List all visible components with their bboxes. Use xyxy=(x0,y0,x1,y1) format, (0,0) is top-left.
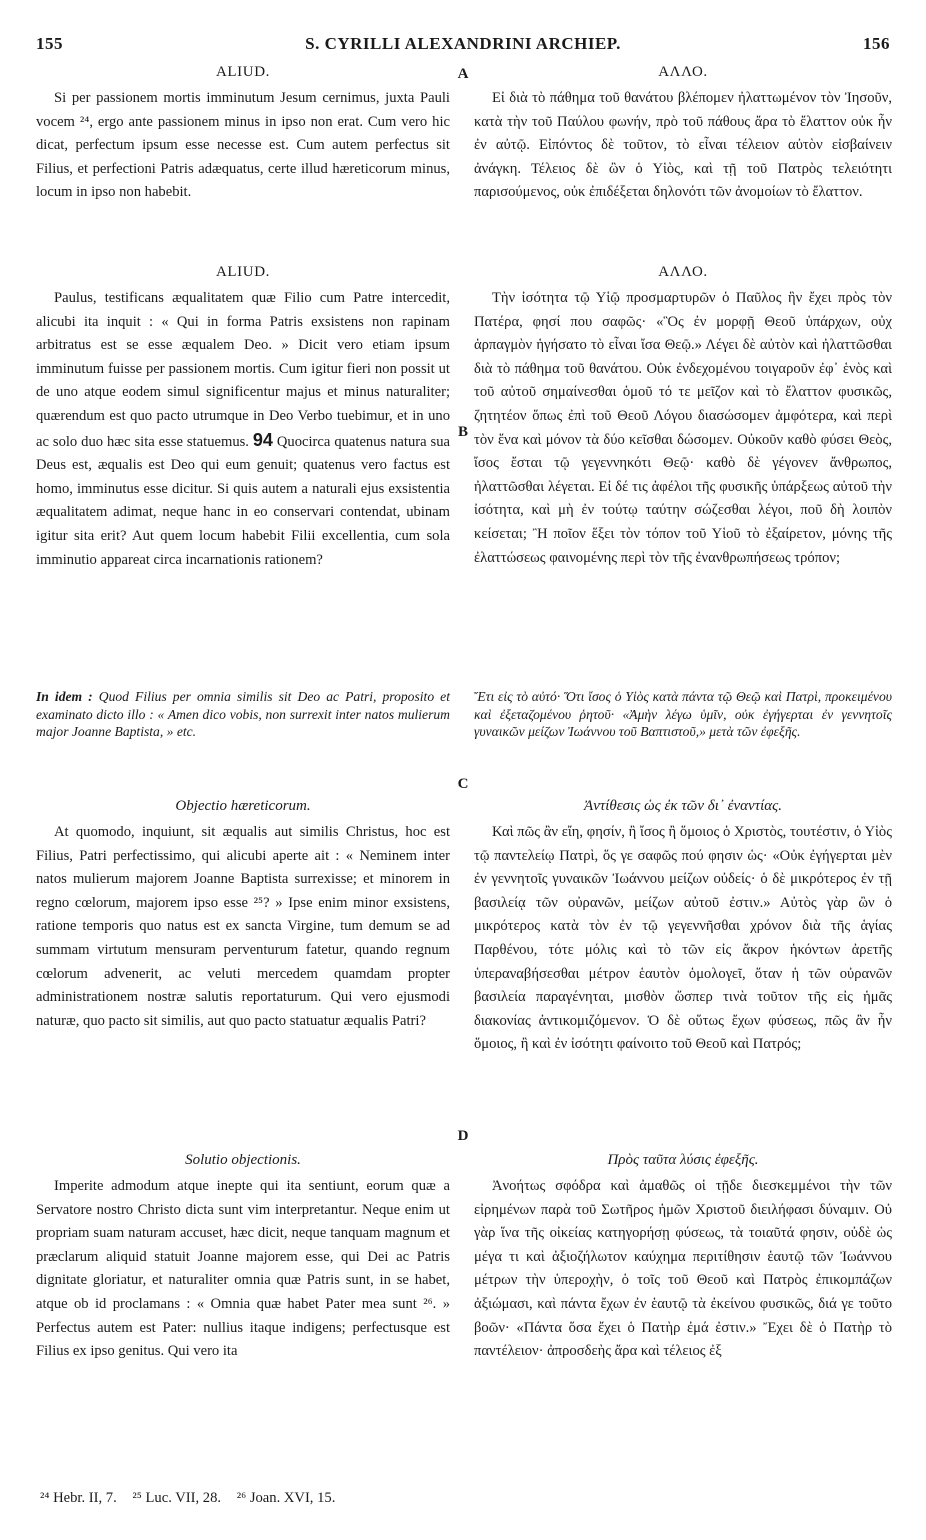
greek-heading-antithesis: Ἀντίθεσις ὡς ἐκ τῶν δι᾽ ἐναντίας. xyxy=(584,798,782,814)
running-header xyxy=(36,34,890,56)
latin-paragraph-solutio: Imperite admodum atque inepte qui ita sentiunt, eorum quæ a Servatore nostro Christo dicta sunt vim interpretantur. Neque enim ut propriam suam naturam accuset, hæc dicit, neque tanquam magnum et præclarum aliquid statuit Joanne majorem esse, qui Dei ac Patris dignitate gloriatur, et naturaliter omnia quæ Patris sunt, in se habet, atque ob id proclamans : « Omnia quæ habet Pater mea sunt ²⁶. » Perfectus autem est Pater: nullius itaque indigens; perfectusque est Filius ex ipso genitus. Qui vero ita xyxy=(36,1178,450,1360)
running-title: S. CYRILLI ALEXANDRINI ARCHIEP. xyxy=(305,34,621,53)
greek-paragraph-lysis: Ἀνοήτως σφόδρα καὶ ἀμαθῶς οἱ τῇδε διεσκεμμένοι τὴν τῶν εἰρημένων παρὰ τοῦ Σωτῆρος ἡμῶν Χριστοῦ διειλήφασι δύναμιν. Οὐ γὰρ ἵνα τῆς οἰκείας κατηγορήσῃ φύσεως, τὰ τοιαῦτά φησιν, οὐδὲ ὡς μέγα τι καὶ ἀξιοζήλωτον καύχημα περιτίθησιν ἑαυτῷ τῶν Ἰωάννου μέτρων τὴν ὑπεροχὴν, ὁ τοῖς τοῦ Θεοῦ καὶ Πατρὸς ἐπικομπάζων ἀξιώμασι, καὶ πάντα ἔχων ἐν ἑαυτῷ τὰ ἐκείνου φυσικῶς, διά γε τοῦτο βοῶν· «Πάντα ὅσα ἔχει ὁ Πατὴρ ἐμά ἐστιν.» Ἔχει δὲ ὁ Πατὴρ τὸ παντέλειον· ἀπροσδεὴς ἄρα καὶ τέλειος ἐξ xyxy=(474,1178,892,1360)
greek-paragraph-antithesis: Καὶ πῶς ἂν εἴη, φησίν, ἢ ἴσος ἢ ὅμοιος ὁ Χριστὸς, τουτέστιν, ὁ Υἱὸς τῷ παντελείῳ Πατρὶ, ὅς γε σαφῶς πού φησιν ὡς· «Οὐκ ἐγήγερται μὲν ἐν γεννητοῖς γυναικῶν Ἰωάννου μείζων οὐδείς· ὁ δὲ μικρότερος ἐν τῇ βασιλείᾳ τῶν οὐρανῶν, μείζων αὐτοῦ ἐστιν.» Αὐτὸς γὰρ ὢν ὁ μικρότερος κατὰ τὸν ἐν τῷ γεγεννῆσθαι χρόνον διὰ τῆς ἁγίας Παρθένου, τότε μόλις καὶ τὸ τῶν εἰς ἄκρον ἡκόντων ἀρετῆς ὑπεραναβήσεσθαι μέτρον ἑαυτὸν ὁμολογεῖ, ὅταν ἡ τῶν οὐρανῶν βασιλεία παραγένηται, μισθὸν ὥσπερ τινὰ τοῦτον τῆς εἰς ἡμᾶς διακονίας ἀντικομιζόμενον. Ὁ δὲ οὕτως ἔχων φύσεως, πῶς ἂν ἦν ὅμοιος, ἢ καὶ ἐν ἰσότητι φαίνοιτο τοῦ Θεοῦ καὶ Πατρός; xyxy=(474,824,892,1053)
footnotes xyxy=(40,1490,347,1507)
latin-heading-aliud-2: ALIUD. xyxy=(215,264,270,280)
latin-section-objectio xyxy=(36,798,450,1033)
latin-heading-objectio: Objectio hæreticorum. xyxy=(175,798,311,814)
greek-section-eti xyxy=(474,688,892,741)
latin-heading-solutio: Solutio objectionis. xyxy=(185,1152,301,1168)
latin-section-solutio xyxy=(36,1152,450,1364)
greek-section-allo-1 xyxy=(474,64,892,205)
greek-eti-text: Ἔτι εἰς τὸ αὐτό· Ὅτι ἴσος ὁ Υἱὸς κατὰ πάντα τῷ Θεῷ καὶ Πατρὶ, προκειμένου καὶ ἐξεταζομένου ῥητοῦ· «Ἀμὴν λέγω ὑμῖν, οὐκ ἐγήγερται ἐν γεννητοῖς γυναικῶν μείζων Ἰωάννου τοῦ Βαπτιστοῦ,» μετὰ τῶν ἐφεξῆς. xyxy=(474,689,892,739)
margin-letter-d: D xyxy=(457,1128,469,1144)
latin-paragraph-1: Si per passionem mortis imminutum Jesum cernimus, juxta Pauli vocem ²⁴, ergo ante passionem minus in ipso non erat. Cum vero hic dicat, perfectum ipsum esse necesse est. Cum autem perfectus sit Filius, et perfectioni Patris adæquatus, certe illud hæreticorum minus, locum in ipso non habebit. xyxy=(36,90,450,201)
greek-heading-lysis: Πρὸς ταῦτα λύσις ἐφεξῆς. xyxy=(607,1152,759,1168)
greek-paragraph-1: Εἰ διὰ τὸ πάθημα τοῦ θανάτου βλέπομεν ἠλαττωμένον τὸν Ἰησοῦν, κατὰ τὴν τοῦ Παύλου φωνήν, πρὸ τοῦ πάθους ἄρα τὸ ἔλαττον οὐκ ἦν ἐν αὐτῷ. Εἰπόντος δὲ τοῦτον, τὸ εἶναι τέλειον αὐτὸν εἰσβαίνειν ἀνάγκη. Τέλειος δὲ ὢν ὁ Υἱὸς, καὶ τῇ τοῦ Πατρὸς τελειότητι παρισούμενος, οὐκ ἐπιδέξεται δηλονότι τῶν ἀνομοίων τὸ ἔλαττον. xyxy=(474,90,892,201)
margin-letter-b: B xyxy=(457,424,468,440)
margin-letter-c: C xyxy=(457,776,469,792)
latin-heading-aliud-1: ALIUD. xyxy=(215,64,270,80)
footnote-25: ²⁵ Luc. VII, 28. xyxy=(132,1490,222,1506)
column-marker: 94 xyxy=(252,429,273,450)
latin-section-in-idem xyxy=(36,688,450,741)
page-number-right: 156 xyxy=(863,34,890,53)
latin-paragraph-objectio: At quomodo, inquiunt, sit æqualis aut similis Christus, hoc est Filius, Patri perfectissimo, qui alicubi aperte ait : « Neminem inter natos mulierum majorem Joanne Baptista surrexisse; et minorem in regno cœlorum, majorem ipso esse ²⁵? » Ipse enim minor exsistens, ratione temporis quo natus est ex sancta Virgine, tum demum se ad summam virtutum mensuram perventurum fatetur, quando regnum cœlorum advenerit, ac veluti mercedem quamdam propter administrationem nostræ salutis reportaturum. Qui vero ejusmodi naturæ, quo pacto sit similis, aut quo pacto statuatur æqualis Patri? xyxy=(36,824,450,1029)
margin-letter-a: A xyxy=(457,66,469,82)
greek-section-allo-2 xyxy=(474,264,892,570)
latin-section-aliud-1 xyxy=(36,64,450,205)
greek-heading-allo-2: ΑΛΛΟ. xyxy=(658,264,708,280)
greek-paragraph-2: Τὴν ἰσότητα τῷ Υἱῷ προσμαρτυρῶν ὁ Παῦλος ἣν ἔχει πρὸς τὸν Πατέρα, φησί που σαφῶς· «Ὃς ἐν μορφῇ Θεοῦ ὑπάρχων, οὐχ ἁρπαγμὸν ἡγήσατο τὸ εἶναι ἴσα Θεῷ.» Λέγει δὲ αὐτὸν καὶ ἠλαττῶσθαι διὰ τὸ πάθημα τοῦ θανάτου. Οὐκ ἐνδεχομένου τοιγαροῦν ἐφ᾽ ἑνὸς καὶ τοῦ αὐτοῦ σημαίνεσθαι ὁμοῦ τό τε μεῖζον καὶ τὸ ἔλαττον φυσικῶς, ζητητέον ὅπως ἐπὶ τοῦ Θεοῦ Λόγου διασώσομεν ἀμφότερα, καὶ περὶ τὸν ἕνα καὶ μόνον τὰ δύο κεῖσθαι δώσομεν. Οὐκοῦν καθὸ φύσει Θεὸς, ἴσος ἔσται τῷ γεγεννηκότι Θεῷ· καθὸ δὲ γέγονεν ἄνθρωπος, ἠλαττῶσθαι λέγεται. Εἰ δέ τις ἀφέλοι τῆς φυσικῆς ὑπάρξεως αὐτοῦ τὴν ἰσότητα, καὶ μὴ ἐν τούτῳ ταύτην σώζεσθαι λέγοι, ποῦ δὴ λοιπὸν κείσεται; Ἢ ποῖον ἕξει τὸν τόπον τοῦ Υἱοῦ τὸ ἐξαίρετον, μόνης τῆς ἐλαττώσεως φαινομένης περὶ τὸν τῆς ἐνανθρωπήσεως τρόπον; xyxy=(474,290,892,566)
latin-in-idem-text: Quod Filius per omnia similis sit Deo ac Patri, proposito et examinato dicto illo : « Amen dico vobis, non surrexit inter natos mulierum major Joanne Baptista, » etc. xyxy=(36,689,450,739)
footnote-24: ²⁴ Hebr. II, 7. xyxy=(40,1490,117,1506)
latin-paragraph-2b: Quocirca quatenus natura sua Deus est, æqualis est Deo qui eum genuit; quatenus vero factus est homo, imminutus esse dicitur. Si quis autem a naturali ejus exsistentia æqualitatem adimat, neque hanc in eo conservari contendat, ubinam igitur sita erit? Aut quem locum habebit Filii excellentia, cum sola imminutio appareat circa incarnationis rationem? xyxy=(36,433,450,568)
latin-in-idem xyxy=(36,688,450,741)
greek-section-lysis xyxy=(474,1152,892,1364)
greek-section-antithesis xyxy=(474,798,892,1057)
footnote-26: ²⁶ Joan. XVI, 15. xyxy=(236,1490,336,1506)
latin-in-idem-lead: In idem : xyxy=(36,689,93,704)
latin-paragraph-2a: Paulus, testificans æqualitatem quæ Filio cum Patre intercedit, alicubi ita inquit : « Qui in forma Patris exsistens non rapinam arbitratus est se esse æqualem Deo. » Dicit vero etiam ipsum imminutum fuisse per passionem mortis. Cum igitur fieri non possit ut de uno atque eodem simul significentur majus et minus naturaliter; quærendum est quo pacto utrumque in Deo Verbo tuebimur, et in uno ac solo duo hæc sita esse statuemus. xyxy=(36,290,450,450)
latin-paragraph-2 xyxy=(36,287,450,572)
page-number-left: 155 xyxy=(36,34,63,53)
latin-section-aliud-2 xyxy=(36,264,450,572)
greek-heading-allo-1: ΑΛΛΟ. xyxy=(658,64,708,80)
